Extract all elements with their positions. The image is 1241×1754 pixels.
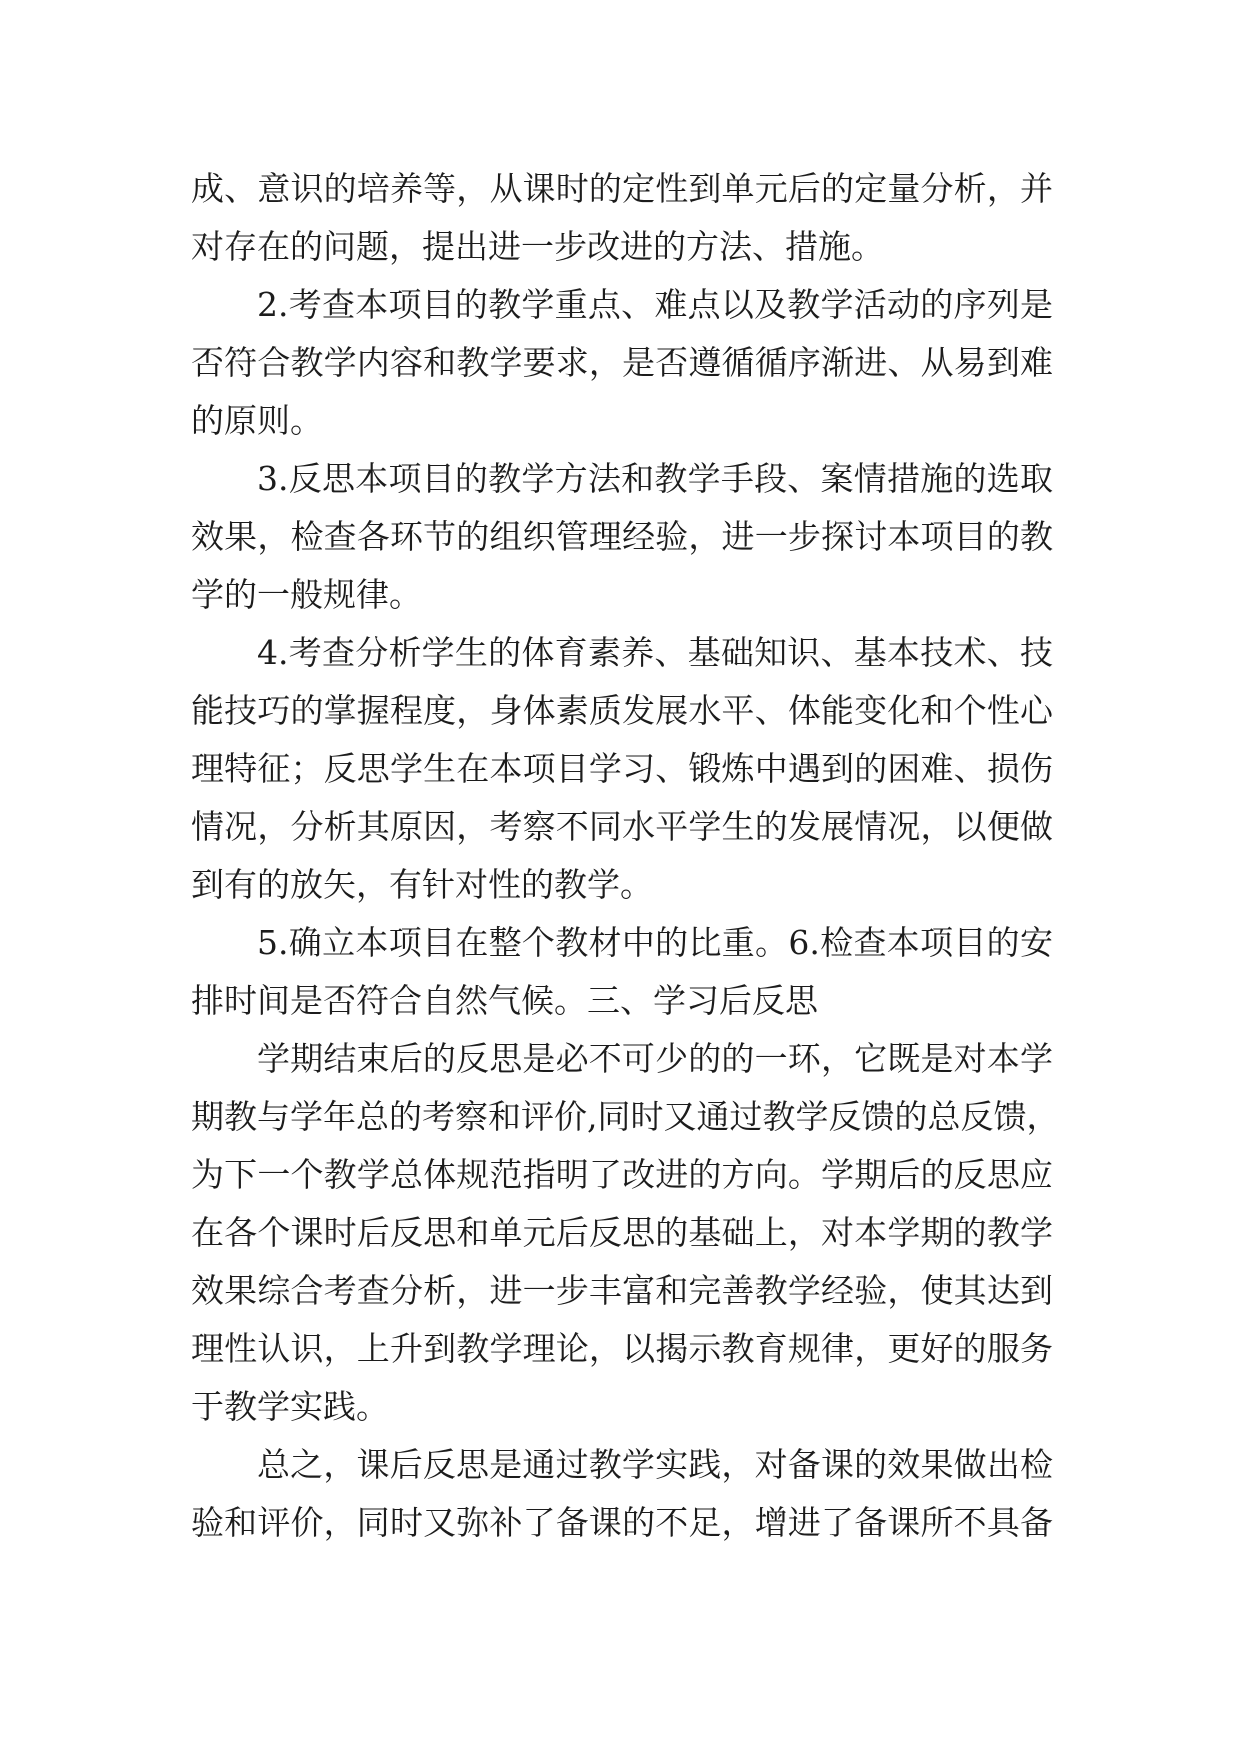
text-line: 排时间是否符合自然气候。三、学习后反思 [191, 981, 818, 1020]
text-line: 总之，课后反思是通过教学实践，对备课的效果做出检 [257, 1445, 1053, 1484]
text-line: 学的一般规律。 [191, 575, 422, 614]
paragraph [191, 160, 1053, 276]
paragraph [191, 1030, 1060, 1436]
text-line: 期教与学年总的考察和评价,同时又通过教学反馈的总反馈， [191, 1097, 1060, 1136]
text-line: 到有的放矢，有针对性的教学。 [191, 865, 653, 904]
text-line: 3.反思本项目的教学方法和教学手段、案情措施的选取 [257, 459, 1053, 498]
text-line: 为下一个教学总体规范指明了改进的方向。学期后的反思应 [191, 1155, 1053, 1194]
text-line: 学期结束后的反思是必不可少的的一环，它既是对本学 [257, 1039, 1053, 1078]
text-line: 验和评价，同时又弥补了备课的不足，增进了备课所不具备 [191, 1503, 1053, 1542]
paragraph [191, 1436, 1053, 1552]
text-line: 的原则。 [191, 401, 323, 440]
text-line: 否符合教学内容和教学要求，是否遵循循序渐进、从易到难 [191, 343, 1053, 382]
paragraph [191, 914, 1053, 1030]
text-line: 成、意识的培养等，从课时的定性到单元后的定量分析，并 [191, 169, 1053, 208]
text-line: 能技巧的掌握程度，身体素质发展水平、体能变化和个性心 [191, 691, 1053, 730]
text-line: 于教学实践。 [191, 1387, 389, 1426]
text-line: 4.考查分析学生的体育素养、基础知识、基本技术、技 [257, 633, 1053, 672]
text-line: 5.确立本项目在整个教材中的比重。6.检查本项目的安 [257, 923, 1053, 962]
text-line: 2.考查本项目的教学重点、难点以及教学活动的序列是 [257, 285, 1053, 324]
paragraph [191, 624, 1053, 914]
text-line: 理性认识，上升到教学理论，以揭示教育规律，更好的服务 [191, 1329, 1053, 1368]
paragraph [191, 276, 1053, 450]
paragraph [191, 450, 1053, 624]
text-line: 效果综合考查分析，进一步丰富和完善教学经验，使其达到 [191, 1271, 1053, 1310]
text-line: 情况，分析其原因，考察不同水平学生的发展情况，以便做 [191, 807, 1053, 846]
body-text [191, 160, 1060, 1552]
text-line: 理特征；反思学生在本项目学习、锻炼中遇到的困难、损伤 [191, 749, 1053, 788]
text-line: 对存在的问题，提出进一步改进的方法、措施。 [191, 227, 884, 266]
text-line: 在各个课时后反思和单元后反思的基础上，对本学期的教学 [191, 1213, 1053, 1252]
text-line: 效果，检查各环节的组织管理经验，进一步探讨本项目的教 [191, 517, 1053, 556]
